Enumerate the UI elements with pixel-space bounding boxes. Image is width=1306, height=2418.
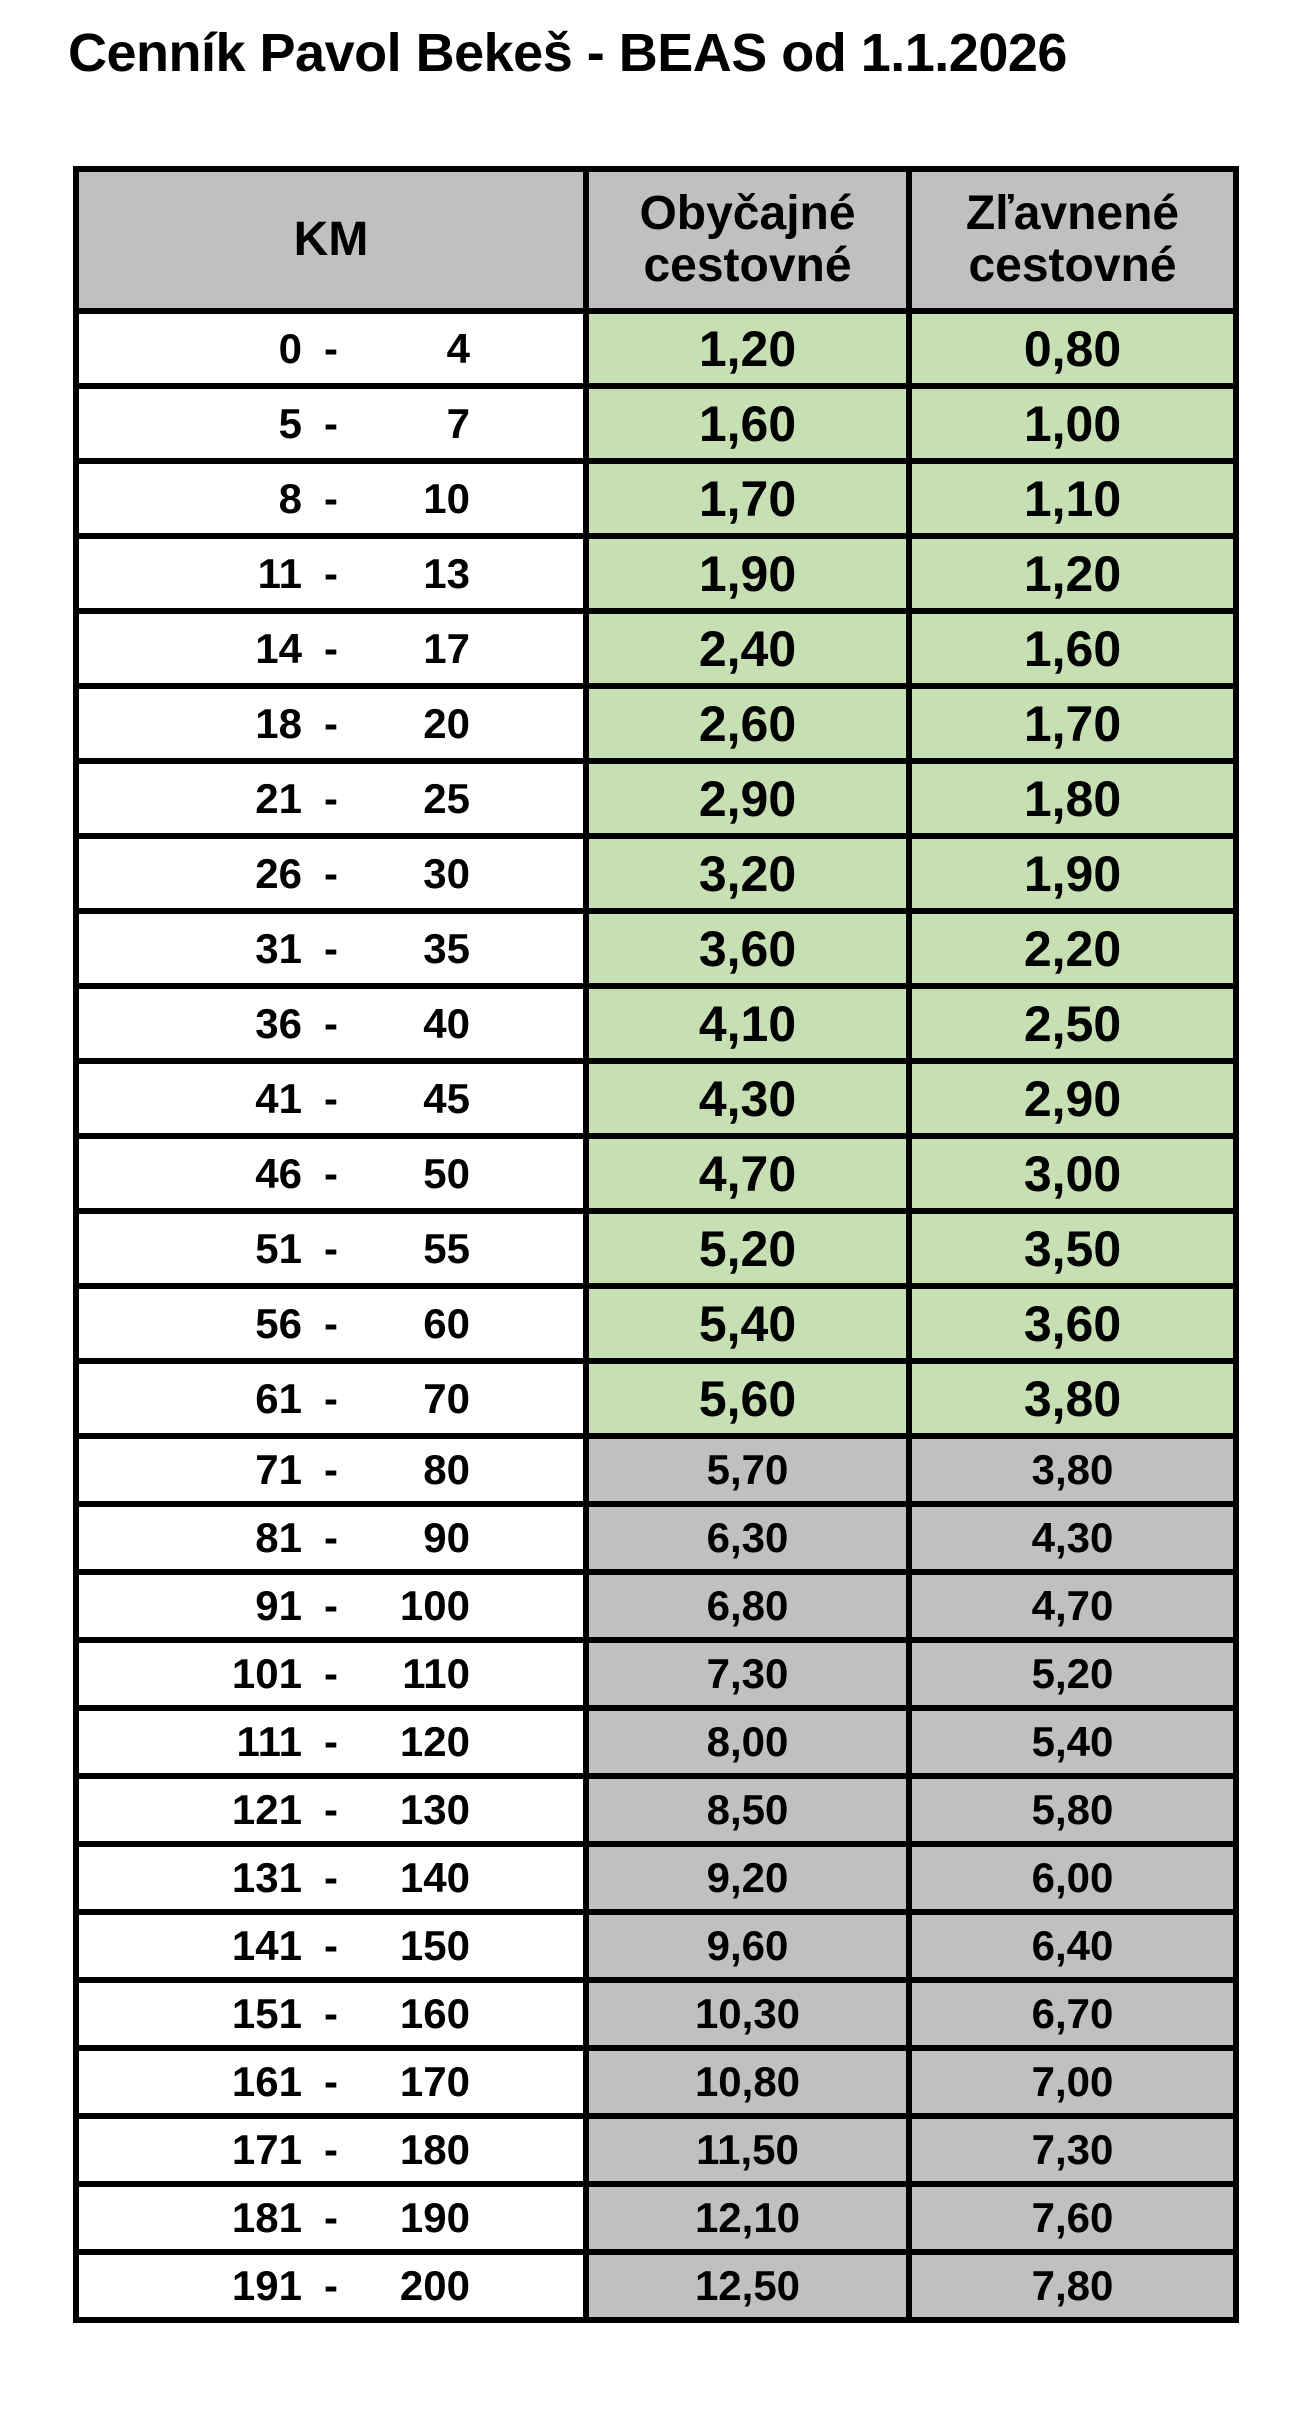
regular-fare: 9,20 [586, 1844, 909, 1912]
km-to: 140 [399, 1854, 470, 1901]
km-range: 191 - 200 [76, 2252, 586, 2320]
km-from: 181 [231, 2194, 302, 2241]
table-row [76, 1361, 1236, 1436]
km-from: 171 [231, 2126, 302, 2173]
discount-fare: 2,20 [909, 911, 1236, 986]
km-to: 70 [423, 1374, 470, 1422]
km-to: 170 [399, 2058, 470, 2105]
discount-fare: 1,70 [909, 686, 1236, 761]
regular-fare: 2,60 [586, 686, 909, 761]
table-row [76, 911, 1236, 986]
regular-fare: 5,20 [586, 1211, 909, 1286]
regular-fare: 7,30 [586, 1640, 909, 1708]
regular-fare: 1,60 [586, 386, 909, 461]
km-to: 60 [423, 1299, 470, 1347]
regular-fare: 10,30 [586, 1980, 909, 2048]
km-to: 55 [423, 1224, 470, 1272]
table-row [76, 461, 1236, 536]
table-row [76, 611, 1236, 686]
regular-fare: 1,20 [586, 311, 909, 386]
table-row [76, 686, 1236, 761]
km-to: 7 [446, 399, 470, 447]
regular-fare: 5,60 [586, 1361, 909, 1436]
regular-fare: 2,90 [586, 761, 909, 836]
km-to: 25 [423, 774, 470, 822]
km-from: 101 [231, 1650, 302, 1697]
discount-fare: 4,30 [909, 1504, 1236, 1572]
km-from: 14 [255, 624, 302, 672]
regular-fare: 1,90 [586, 536, 909, 611]
km-to: 35 [423, 924, 470, 972]
regular-fare: 10,80 [586, 2048, 909, 2116]
regular-fare: 12,10 [586, 2184, 909, 2252]
km-to: 10 [423, 474, 470, 522]
table-row [76, 1286, 1236, 1361]
km-to: 13 [423, 549, 470, 597]
discount-fare: 5,20 [909, 1640, 1236, 1708]
table-row [76, 1504, 1236, 1572]
km-range: 36 - 40 [76, 986, 586, 1061]
km-from: 46 [255, 1149, 302, 1197]
km-from: 41 [255, 1074, 302, 1122]
km-to: 150 [399, 1922, 470, 1969]
header-regular-fare [586, 169, 909, 311]
discount-fare: 6,00 [909, 1844, 1236, 1912]
km-from: 51 [255, 1224, 302, 1272]
km-range: 31 - 35 [76, 911, 586, 986]
km-to: 180 [399, 2126, 470, 2173]
regular-fare: 2,40 [586, 611, 909, 686]
header-km: KM [76, 169, 586, 311]
km-from: 31 [255, 924, 302, 972]
km-range: 71 - 80 [76, 1436, 586, 1504]
km-from: 21 [255, 774, 302, 822]
discount-fare: 1,90 [909, 836, 1236, 911]
km-from: 81 [255, 1514, 302, 1561]
discount-fare: 3,00 [909, 1136, 1236, 1211]
km-range: 21 - 25 [76, 761, 586, 836]
header-discount-line1: Zľavnené [965, 187, 1180, 240]
header-discount-fare [909, 169, 1236, 311]
km-range: 26 - 30 [76, 836, 586, 911]
regular-fare: 3,20 [586, 836, 909, 911]
discount-fare: 4,70 [909, 1572, 1236, 1640]
km-from: 151 [231, 1990, 302, 2037]
km-to: 80 [423, 1446, 470, 1493]
table-row [76, 1980, 1236, 2048]
regular-fare: 8,00 [586, 1708, 909, 1776]
discount-fare: 5,80 [909, 1776, 1236, 1844]
discount-fare: 1,60 [909, 611, 1236, 686]
km-range: 0 - 4 [76, 311, 586, 386]
km-range: 121 - 130 [76, 1776, 586, 1844]
table-row [76, 1708, 1236, 1776]
discount-fare: 7,00 [909, 2048, 1236, 2116]
km-range: 51 - 55 [76, 1211, 586, 1286]
table-row [76, 986, 1236, 1061]
discount-fare: 3,50 [909, 1211, 1236, 1286]
km-range: 181 - 190 [76, 2184, 586, 2252]
km-from: 5 [278, 399, 302, 447]
km-range: 171 - 180 [76, 2116, 586, 2184]
table-row [76, 536, 1236, 611]
table-row [76, 2184, 1236, 2252]
table-row [76, 311, 1236, 386]
km-to: 160 [399, 1990, 470, 2037]
page-title: Cenník Pavol Bekeš - BEAS od 1.1.2026 [68, 23, 1067, 83]
km-range: 41 - 45 [76, 1061, 586, 1136]
discount-fare: 7,30 [909, 2116, 1236, 2184]
km-from: 56 [255, 1299, 302, 1347]
regular-fare: 5,40 [586, 1286, 909, 1361]
km-from: 26 [255, 849, 302, 897]
km-range: 46 - 50 [76, 1136, 586, 1211]
km-from: 191 [231, 2262, 302, 2309]
discount-fare: 6,70 [909, 1980, 1236, 2048]
km-range: 151 - 160 [76, 1980, 586, 2048]
km-from: 8 [278, 474, 302, 522]
table-row [76, 1776, 1236, 1844]
km-to: 20 [423, 699, 470, 747]
table-row [76, 836, 1236, 911]
discount-fare: 1,10 [909, 461, 1236, 536]
km-range: 91 - 100 [76, 1572, 586, 1640]
discount-fare: 0,80 [909, 311, 1236, 386]
km-range: 14 - 17 [76, 611, 586, 686]
km-to: 90 [423, 1514, 470, 1561]
regular-fare: 5,70 [586, 1436, 909, 1504]
km-from: 141 [231, 1922, 302, 1969]
table-row [76, 1136, 1236, 1211]
discount-fare: 1,20 [909, 536, 1236, 611]
table-header-row [76, 169, 1236, 311]
km-range: 8 - 10 [76, 461, 586, 536]
regular-fare: 4,30 [586, 1061, 909, 1136]
header-discount-line2: cestovné [968, 239, 1177, 292]
discount-fare: 6,40 [909, 1912, 1236, 1980]
table-row [76, 1640, 1236, 1708]
table-body [76, 311, 1236, 2320]
km-range: 101 - 110 [76, 1640, 586, 1708]
km-to: 50 [423, 1149, 470, 1197]
km-from: 18 [255, 699, 302, 747]
km-from: 11 [257, 549, 302, 597]
discount-fare: 7,60 [909, 2184, 1236, 2252]
km-range: 18 - 20 [76, 686, 586, 761]
regular-fare: 4,70 [586, 1136, 909, 1211]
discount-fare: 1,00 [909, 386, 1236, 461]
km-range: 61 - 70 [76, 1361, 586, 1436]
km-from: 121 [231, 1786, 302, 1833]
discount-fare: 7,80 [909, 2252, 1236, 2320]
discount-fare: 3,60 [909, 1286, 1236, 1361]
km-from: 91 [255, 1582, 302, 1629]
km-range: 131 - 140 [76, 1844, 586, 1912]
regular-fare: 6,80 [586, 1572, 909, 1640]
regular-fare: 8,50 [586, 1776, 909, 1844]
regular-fare: 3,60 [586, 911, 909, 986]
regular-fare: 12,50 [586, 2252, 909, 2320]
km-to: 100 [399, 1582, 470, 1629]
km-range: 81 - 90 [76, 1504, 586, 1572]
discount-fare: 3,80 [909, 1361, 1236, 1436]
header-regular-line1: Obyčajné [639, 187, 856, 240]
km-from: 36 [255, 999, 302, 1047]
table-row [76, 1572, 1236, 1640]
table-row [76, 386, 1236, 461]
table-row [76, 2252, 1236, 2320]
table-row [76, 1844, 1236, 1912]
km-from: 71 [255, 1446, 302, 1493]
km-from: 161 [231, 2058, 302, 2105]
table-row [76, 761, 1236, 836]
header-regular-line2: cestovné [643, 239, 852, 292]
km-from: 0 [278, 324, 302, 372]
regular-fare: 6,30 [586, 1504, 909, 1572]
regular-fare: 11,50 [586, 2116, 909, 2184]
discount-fare: 3,80 [909, 1436, 1236, 1504]
discount-fare: 2,90 [909, 1061, 1236, 1136]
km-to: 190 [399, 2194, 470, 2241]
discount-fare: 2,50 [909, 986, 1236, 1061]
regular-fare: 1,70 [586, 461, 909, 536]
regular-fare: 9,60 [586, 1912, 909, 1980]
km-range: 5 - 7 [76, 386, 586, 461]
km-to: 4 [446, 324, 470, 372]
discount-fare: 1,80 [909, 761, 1236, 836]
table-row [76, 1436, 1236, 1504]
km-range: 11 - 13 [76, 536, 586, 611]
km-range: 111 - 120 [76, 1708, 586, 1776]
km-range: 56 - 60 [76, 1286, 586, 1361]
table-row [76, 1211, 1236, 1286]
km-to: 40 [423, 999, 470, 1047]
km-from: 61 [255, 1374, 302, 1422]
regular-fare: 4,10 [586, 986, 909, 1061]
km-to: 200 [399, 2262, 470, 2309]
table-row [76, 1912, 1236, 1980]
km-to: 120 [399, 1718, 470, 1765]
km-from: 131 [231, 1854, 302, 1901]
price-table [73, 166, 1239, 2323]
km-to: 17 [423, 624, 470, 672]
km-to: 110 [402, 1650, 470, 1697]
table-row [76, 2048, 1236, 2116]
table-row [76, 2116, 1236, 2184]
discount-fare: 5,40 [909, 1708, 1236, 1776]
km-to: 130 [399, 1786, 470, 1833]
km-to: 30 [423, 849, 470, 897]
table-row [76, 1061, 1236, 1136]
km-to: 45 [423, 1074, 470, 1122]
km-range: 141 - 150 [76, 1912, 586, 1980]
km-range: 161 - 170 [76, 2048, 586, 2116]
km-from: 111 [236, 1718, 302, 1765]
